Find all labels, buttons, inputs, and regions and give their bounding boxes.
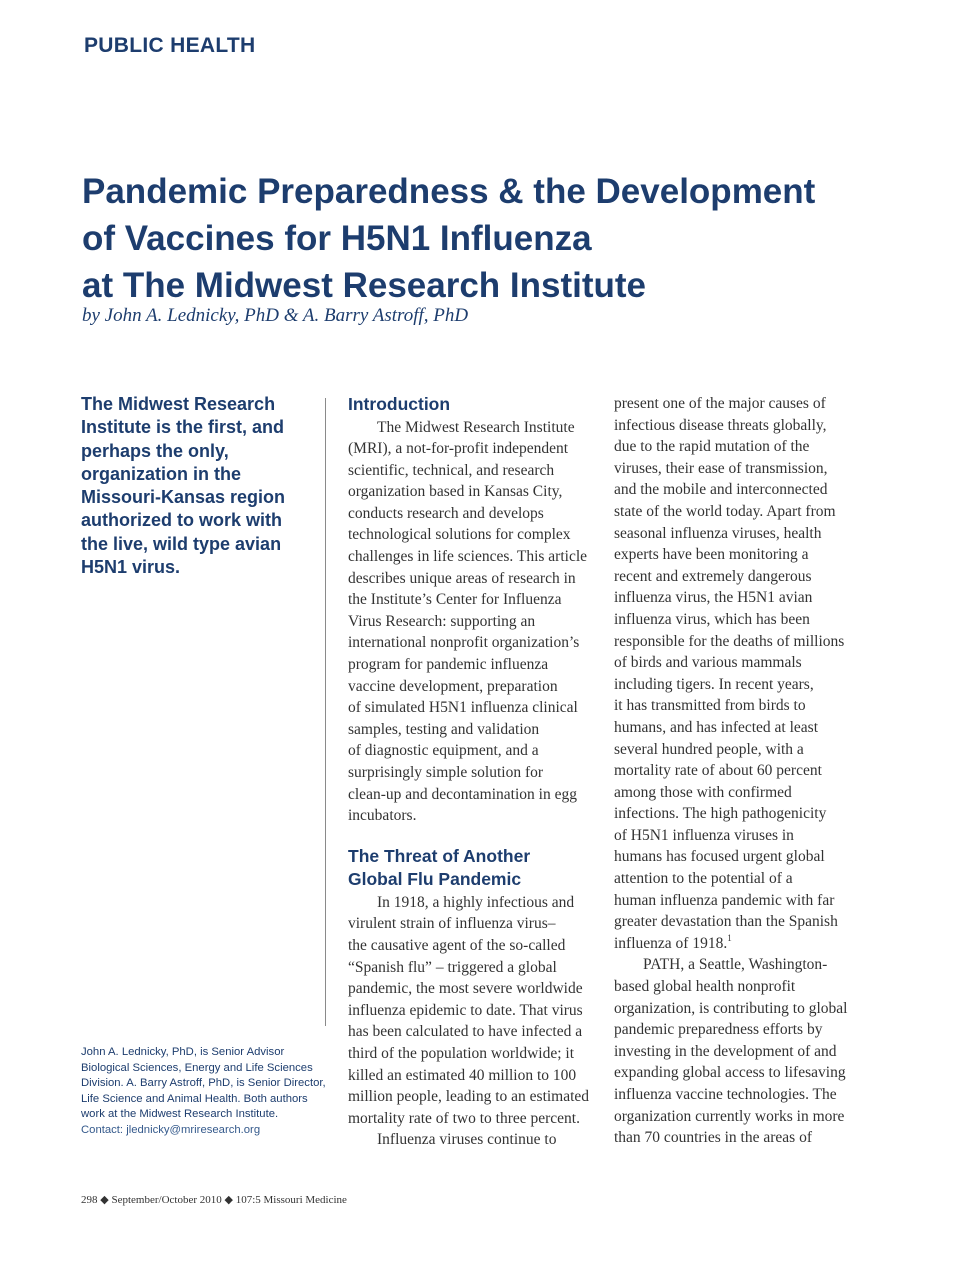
middle-column — [348, 393, 598, 1151]
text-line: incubators. — [348, 807, 417, 825]
text-line: surprisingly simple solution for — [348, 764, 544, 781]
text-line: challenges in life sciences. This article — [348, 548, 588, 566]
text-line: investing in the development of and — [614, 1042, 837, 1060]
text-line: humans has focused urgent global — [614, 848, 825, 866]
page-footer — [81, 1193, 347, 1206]
section-heading-introduction: Introduction — [348, 394, 451, 414]
pull-quote: The Midwest Research Institute is the first, and perhaps the only, organization in the Missouri-Kansas region authorized to work with the live, wild type avian H5N1 virus. — [81, 394, 286, 578]
text-line: the causative agent of the so-called — [348, 936, 566, 954]
separator: ◆ — [224, 1194, 233, 1206]
text-line: influenza of 1918.$^1$ — [614, 932, 732, 952]
text-line: organization currently works in more — [614, 1107, 845, 1125]
text-line: million people, leading to an estimated — [348, 1088, 590, 1106]
text-line: than 70 countries in the areas of — [614, 1129, 812, 1147]
text-line: it has transmitted from birds to — [614, 697, 806, 715]
byline: by John A. Lednicky, PhD & A. Barry Astroff, PhD — [82, 305, 469, 326]
text-line: PATH, a Seattle, Washington- — [643, 956, 828, 974]
text-line: pandemic preparedness efforts by — [614, 1021, 823, 1039]
title-line: at The Midwest Research Institute — [82, 266, 647, 305]
text-line: attention to the potential of a — [614, 870, 793, 888]
text-line: scientific, technical, and research — [348, 461, 555, 479]
text-line: greater devastation than the Spanish — [614, 913, 838, 931]
text-line: and the mobile and interconnected — [614, 481, 828, 499]
text-line: of simulated H5N1 influenza clinical — [348, 699, 578, 717]
text-line: samples, testing and validation — [348, 720, 540, 738]
right-paragraph-2 — [614, 954, 869, 1148]
contact-email[interactable]: Contact: jlednicky@mriresearch.org — [81, 1123, 261, 1136]
text-line: pandemic, the most severe worldwide — [348, 980, 583, 998]
text-line: influenza vaccine technologies. The — [614, 1086, 837, 1103]
section-heading-threat — [348, 845, 598, 892]
text-line: influenza epidemic to date. That virus — [348, 1001, 583, 1019]
text-line: based global health nonprofit — [614, 978, 796, 996]
separator: ◆ — [100, 1194, 109, 1206]
text-line: infections. The high pathogenicity — [614, 805, 827, 823]
text-line: including tigers. In recent years, — [614, 675, 814, 693]
text-line: among those with confirmed — [614, 783, 792, 801]
text-line: organization, is contributing to global — [614, 999, 848, 1017]
title-line: of Vaccines for H5N1 Influenza — [82, 219, 592, 258]
section-label: PUBLIC HEALTH — [84, 34, 256, 57]
text-line: mortality rate of two to three percent. — [348, 1109, 580, 1127]
text-line: viruses, their ease of transmission, — [614, 459, 828, 477]
text-line: recent and extremely dangerous — [614, 567, 812, 585]
text-line: international nonprofit organization’s — [348, 634, 580, 652]
text-line: human influenza pandemic with far — [614, 891, 835, 909]
text-line: responsible for the deaths of millions — [614, 632, 845, 650]
column-divider — [325, 398, 326, 1026]
text-line: Influenza viruses continue to — [377, 1131, 557, 1149]
text-line: killed an estimated 40 million to 100 — [348, 1066, 577, 1084]
text-line: expanding global access to lifesaving — [614, 1064, 846, 1082]
text-line: mortality rate of about 60 percent — [614, 762, 822, 780]
text-line: “Spanish flu” – triggered a global — [348, 958, 557, 976]
text-line: experts have been monitoring a — [614, 546, 809, 564]
text-line: infectious disease threats globally, — [614, 416, 827, 434]
issue-date: September/October 2010 — [111, 1194, 222, 1206]
title-line: Pandemic Preparedness & the Development — [82, 172, 816, 211]
text-line: describes unique areas of research in — [348, 569, 576, 587]
text-line: Virus Research: supporting an — [348, 612, 536, 630]
text-line: third of the population worldwide; it — [348, 1044, 575, 1062]
text-line: program for pandemic influenza — [348, 656, 549, 674]
text-line: state of the world today. Apart from — [614, 502, 836, 520]
text-line: humans, and has infected at least — [614, 718, 819, 736]
text-line: due to the rapid mutation of the — [614, 438, 810, 456]
text-line: organization based in Kansas City, — [348, 483, 563, 501]
page-number: 298 — [81, 1194, 98, 1206]
text-line: virulent strain of influenza virus– — [348, 915, 556, 933]
text-line: clean-up and decontamination in egg — [348, 785, 577, 803]
text-line: technological solutions for complex — [348, 526, 571, 544]
text-line: vaccine development, preparation — [348, 677, 558, 695]
text-line: of diagnostic equipment, and a — [348, 742, 539, 760]
text-line: influenza virus, the H5N1 avian — [614, 589, 813, 607]
text-line: several hundred people, with a — [614, 740, 804, 758]
text-line: (MRI), a not-for-profit independent — [348, 440, 569, 458]
text-line: seasonal influenza viruses, health — [614, 524, 822, 542]
text-line: of H5N1 influenza viruses in — [614, 826, 794, 844]
text-line: influenza virus, which has been — [614, 610, 810, 628]
text-line: has been calculated to have infected a — [348, 1023, 583, 1041]
text-line: present one of the major causes of — [614, 395, 826, 412]
text-line: of birds and various mammals — [614, 654, 802, 672]
right-paragraph-1 — [614, 393, 869, 954]
heading-line: The Threat of Another — [348, 845, 531, 866]
heading-line: Global Flu Pandemic — [348, 869, 522, 890]
right-column — [614, 393, 869, 1149]
author-bio-text: John A. Lednicky, PhD, is Senior Advisor Biological Sciences, Energy and Life Sciences Division. A. Barry Astroff, PhD, is Senior Director, Life Science and Animal Health. Both authors work at the Midwest Research Institute. — [81, 1046, 326, 1121]
text-line: The Midwest Research Institute — [377, 418, 575, 436]
text-line: In 1918, a highly infectious and — [377, 893, 575, 911]
footnote-marker: 1 — [727, 932, 732, 943]
introduction-body — [348, 417, 598, 827]
threat-body — [348, 892, 598, 1151]
article-title — [82, 168, 902, 309]
text-line: the Institute’s Center for Influenza — [348, 591, 562, 609]
author-bio — [81, 1045, 331, 1139]
text-line: conducts research and develops — [348, 504, 544, 522]
journal-volume: 107:5 Missouri Medicine — [235, 1194, 347, 1206]
